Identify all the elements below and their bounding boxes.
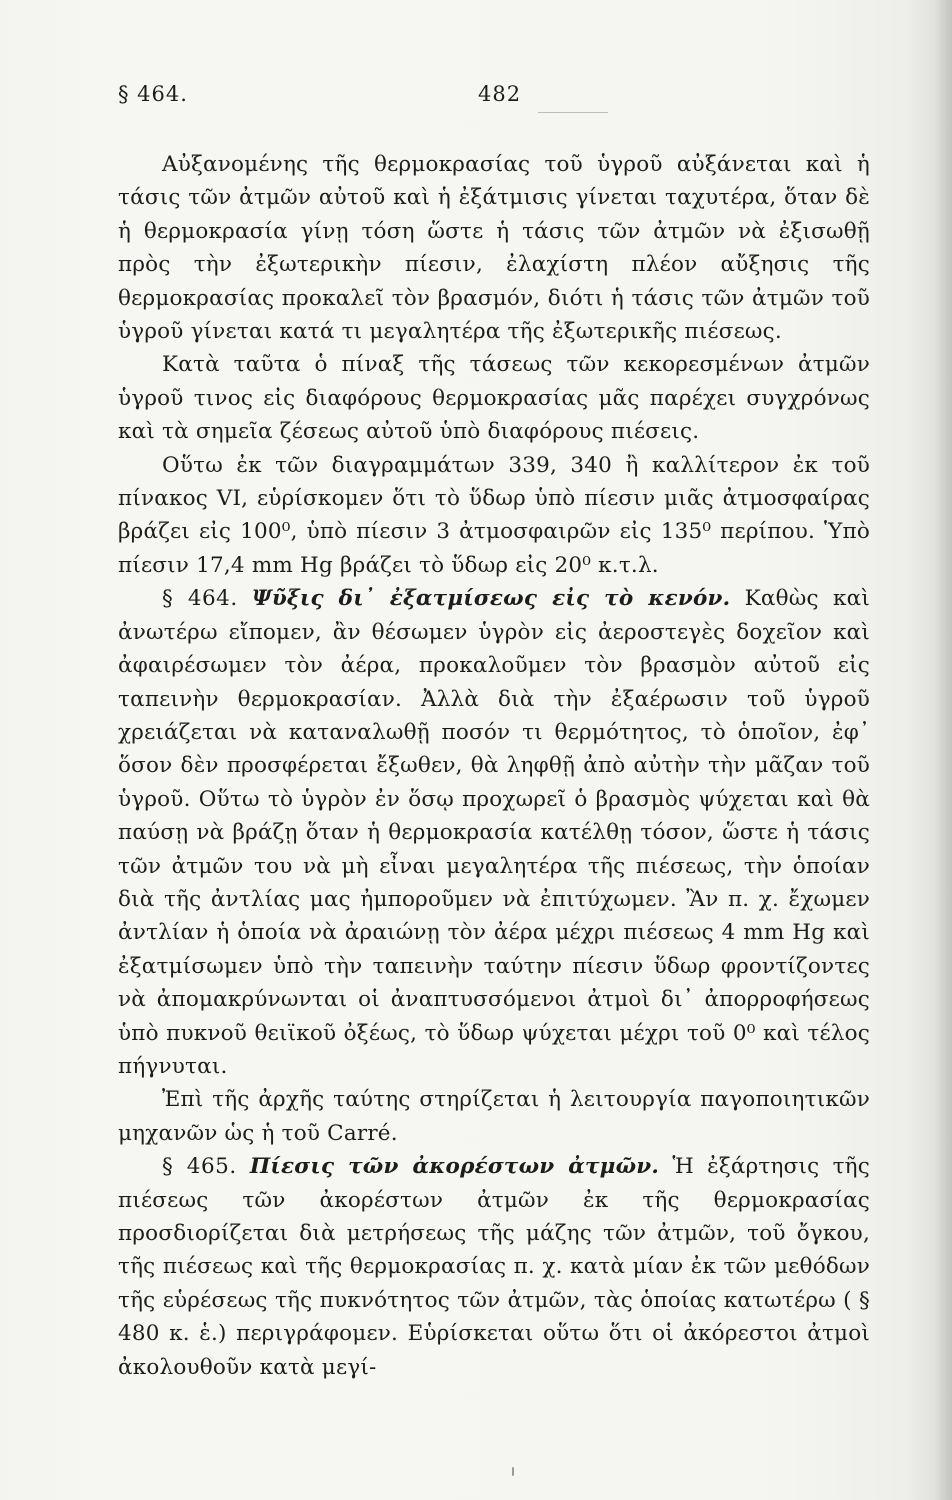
- paragraph-section-464: [118, 582, 870, 1083]
- section-number: § 464.: [162, 586, 238, 612]
- header-rule: [538, 112, 608, 113]
- page-header: [118, 82, 878, 112]
- paragraph-carre-machines: [118, 1083, 870, 1150]
- paragraph-diagram-examples: [118, 449, 870, 583]
- body-text: [118, 148, 870, 1384]
- print-mark: [512, 1467, 514, 1476]
- paragraph-boiling-vapor-tension: [118, 148, 870, 348]
- section-heading: Ψῦξις δι᾽ ἐξατμίσεως εἰς τὸ κενόν.: [251, 586, 731, 612]
- paragraph-text: Κατὰ ταῦτα ὁ πίναξ τῆς τάσεως τῶν κεκορεσμένων ἀτμῶν ὑγροῦ τινος εἰς διαφόρους θερμοκρασίας μᾶς παρέχει συγχρόνως καὶ τὰ σημεῖα ζέσεως αὐτοῦ ὑπὸ διαφόρους πιέσεις.: [118, 352, 870, 445]
- paragraph-text: Ἐπὶ τῆς ἀρχῆς ταύτης στηρίζεται ἡ λειτουργία παγοποιητικῶν μηχανῶν ὡς ἡ τοῦ Carré.: [118, 1087, 870, 1146]
- section-heading: Πίεσις τῶν ἀκορέστων ἀτμῶν.: [249, 1154, 660, 1180]
- page-number: 482: [478, 82, 522, 106]
- paragraph-text: Καθὼς καὶ ἀνωτέρω εἴπομεν, ἂν θέσωμεν ὑγρὸν εἰς ἀεροστεγὲς δοχεῖον καὶ ἀφαιρέσωμεν τὸν ἀέρα, προκαλοῦμεν τὸν βρασμὸν αὐτοῦ εἰς ταπεινὴν θερμοκρασίαν. Ἀλλὰ διὰ τὴν ἐξαέρωσιν τοῦ ὑγροῦ χρειάζεται νὰ καταναλωθῇ ποσόν τι θερμότητος, τὸ ὁποῖον, ἐφ᾽ ὅσον δὲν προσφέρεται ἔξωθεν, θὰ ληφθῇ ἀπὸ αὐτὴν τὴν μᾶζαν τοῦ ὑγροῦ. Οὕτω τὸ ὑγρὸν ἐν ὅσῳ προχωρεῖ ὁ βρασμὸς ψύχεται καὶ θὰ παύσῃ νὰ βράζῃ ὅταν ἡ θερμοκρασία κατέλθῃ τόσον, ὥστε ἡ τάσις τῶν ἀτμῶν του νὰ μὴ εἶναι μεγαλητέρα τῆς πιέσεως, τὴν ὁποίαν διὰ τῆς ἀντλίας μας ἠμποροῦμεν νὰ ἐπιτύχωμεν. Ἂν π. χ. ἔχωμεν ἀντλίαν ἡ ὁποία νὰ ἀραιώνῃ τὸν ἀέρα μέχρι πιέσεως 4 mm Hg καὶ ἐξατμίσωμεν ὑπὸ τὴν ταπεινὴν ταύτην πίεσιν ὕδωρ φροντίζοντες νὰ ἀπομακρύνωνται οἱ ἀναπτυσσόμενοι ἀτμοὶ δι᾽ ἀπορροφήσεως ὑπὸ πυκνοῦ θειϊκοῦ ὀξέως, τὸ ὕδωρ ψύχεται μέχρι τοῦ 0⁰ καὶ τέλος πήγνυται.: [118, 586, 870, 1079]
- paragraph-text: Οὕτω ἐκ τῶν διαγραμμάτων 339, 340 ἢ καλλίτερον ἐκ τοῦ πίνακος VI, εὑρίσκομεν ὅτι τὸ ὕδωρ ὑπὸ πίεσιν μιᾶς ἀτμοσφαίρας βράζει εἰς 100⁰, ὑπὸ πίεσιν 3 ἀτμοσφαιρῶν εἰς 135⁰ περίπου. Ὑπὸ πίεσιν 17,4 mm Hg βράζει τὸ ὕδωρ εἰς 20⁰ κ.τ.λ.: [118, 452, 870, 578]
- header-section-ref: § 464.: [118, 82, 188, 106]
- paragraph-boiling-points-table: [118, 348, 870, 448]
- paragraph-text: Αὐξανομένης τῆς θερμοκρασίας τοῦ ὑγροῦ αὐξάνεται καὶ ἡ τάσις τῶν ἀτμῶν αὐτοῦ καὶ ἡ ἐξάτμισις γίνεται ταχυτέρα, ὅταν δὲ ἡ θερμοκρασία γίνῃ τόση ὥστε ἡ τάσις τῶν ἀτμῶν νὰ ἐξισωθῇ πρὸς τὴν ἐξωτερικὴν πίεσιν, ἐλαχίστη πλέον αὔξησις τῆς θερμοκρασίας προκαλεῖ τὸν βρασμόν, διότι ἡ τάσις τῶν ἀτμῶν τοῦ ὑγροῦ γίνεται κατά τι μεγαλητέρα τῆς ἐξωτερικῆς πιέσεως.: [118, 152, 870, 345]
- paragraph-text: Ἡ ἐξάρτησις τῆς πιέσεως τῶν ἀκορέστων ἀτμῶν ἐκ τῆς θερμοκρασίας προσδιορίζεται διὰ μετρήσεως τῆς μάζης τῶν ἀτμῶν, τοῦ ὄγκου, τῆς πιέσεως καὶ τῆς θερμοκρασίας π. χ. κατὰ μίαν ἐκ τῶν μεθόδων τῆς εὑρέσεως τῆς πυκνότητος τῶν ἀτμῶν, τὰς ὁποίας κατωτέρω ( § 480 κ. ἑ.) περιγράφομεν. Εὑρίσκεται οὕτω ὅτι οἱ ἀκόρεστοι ἀτμοὶ ἀκολουθοῦν κατὰ μεγί-: [118, 1154, 871, 1380]
- page-edge-shadow: [934, 0, 952, 1500]
- section-number: § 465.: [162, 1154, 237, 1180]
- paragraph-section-465: [118, 1150, 870, 1384]
